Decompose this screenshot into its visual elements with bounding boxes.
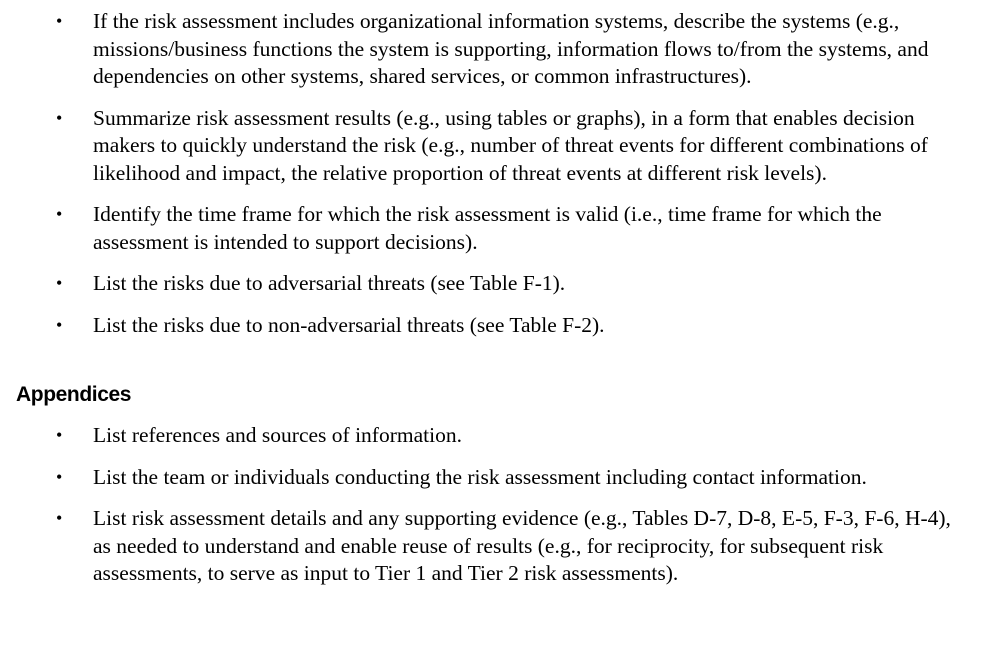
list-item — [0, 422, 1000, 450]
list-item — [0, 464, 1000, 492]
list-item — [0, 8, 1000, 91]
list-item-text: List risk assessment details and any supporting evidence (e.g., Tables D-7, D-8, E-5, F-3, F-6, H-4), as needed to understand and enable reuse of results (e.g., for reciprocity, for subsequent risk assessments, to serve as input to Tier 1 and Tier 2 risk assessments). — [93, 506, 951, 585]
list-item-text: Summarize risk assessment results (e.g., using tables or graphs), in a form that enables decision makers to quickly understand the risk (e.g., number of threat events for different combinations of likelihood and impact, the relative proportion of threat events at different risk levels). — [93, 105, 928, 185]
appendices-bullet-list — [0, 422, 1000, 602]
list-item — [0, 505, 1000, 588]
list-item — [0, 312, 1000, 340]
bullet-icon: • — [56, 107, 63, 128]
list-item-text: Identify the time frame for which the risk assessment is valid (i.e., time frame for which the assessment is intended to support decisions). — [93, 202, 882, 254]
list-item-text: List references and sources of information. — [93, 423, 462, 447]
list-item — [0, 105, 1000, 188]
list-item-text: List the team or individuals conducting the risk assessment including contact information. — [93, 464, 867, 489]
bullet-icon: • — [56, 466, 63, 487]
bullet-icon: • — [56, 204, 63, 224]
bullet-icon: • — [56, 508, 63, 528]
bullet-icon: • — [56, 314, 63, 335]
list-item-text: List the risks due to non-adversarial threats (see Table F-2). — [93, 312, 605, 337]
list-item-text: If the risk assessment includes organizational information systems, describe the systems (e.g., missions/business functions the system is supporting, information flows to/from the systems, and dependencies on other systems, shared services, or common infrastructures). — [93, 9, 929, 88]
results-bullet-list — [0, 8, 1000, 353]
list-item — [0, 201, 1000, 256]
bullet-icon: • — [56, 273, 63, 293]
bullet-icon: • — [56, 425, 63, 445]
list-item — [0, 270, 1000, 298]
list-item-text: List the risks due to adversarial threats (see Table F-1). — [93, 271, 566, 295]
bullet-icon: • — [56, 11, 63, 31]
appendices-heading: Appendices — [16, 383, 132, 406]
